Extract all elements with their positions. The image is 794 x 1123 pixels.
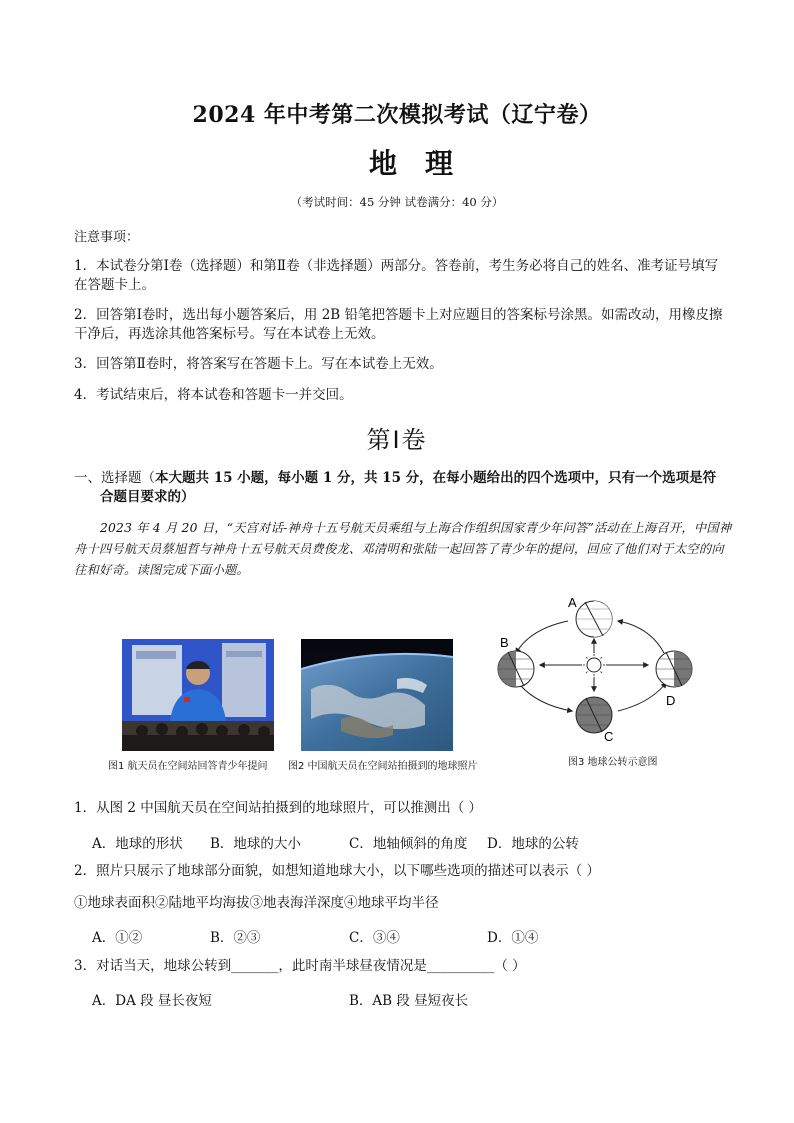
question-3-stem: 3．对话当天，地球公转到_______，此时南半球昼夜情况是__________（ ） [74,958,526,974]
earth-position-a [576,601,612,637]
subject-title: 地理 [368,147,481,180]
question-2-option-d[interactable]: D．①④ [487,930,539,946]
figure-3-caption: 图3 地球公转示意图 [568,757,658,768]
orbit-label-c: C [604,729,614,744]
orbit-arrow-cd [618,683,666,711]
reading-passage: 2023 年 4 月 20 日，“天宫对话-神舟十五号航天员乘组与上海合作组织国家青少年问答”活动在上海召开，中国神舟十四号航天员蔡旭哲与神舟十五号航天员费俊龙、邓清明和张陆一起回答了青少年的提问，回应了他们对于太空的向往和好奇。读图完成下面小题。 [74,521,732,577]
question-2-option-c[interactable]: C．③④ [349,930,400,946]
notice-item-4: 4．考试结束后，将本试卷和答题卡一并交回。 [74,387,353,403]
section-instructions-line2: 合题目要求的） [100,489,195,505]
question-3-option-a[interactable]: A．DA 段 昼长夜短 [92,993,212,1009]
figure-1-astronaut-photo [122,639,274,751]
section-instructions [74,469,724,507]
orbit-arrow-bc [520,685,572,711]
orbit-label-b: B [500,635,509,650]
notice-item-3: 3．回答第Ⅱ卷时，将答案写在答题卡上。写在本试卷上无效。 [74,356,443,372]
question-2-option-a[interactable]: A．①② [92,930,143,946]
orbit-arrow-ab [516,621,568,653]
earth-position-d [656,651,692,687]
earth-position-c [576,697,612,733]
question-1-option-a[interactable]: A．地球的形状 [92,836,183,852]
section-instructions-lead: 一、选择题（ [74,470,155,486]
orbit-label-a: A [568,595,577,610]
question-1-stem: 1．从图 2 中国航天员在空间站拍摄到的地球照片，可以推测出（ ） [74,800,483,816]
earth-position-b [498,651,534,687]
section-instructions-bold: 本大题共 15 小题，每小题 1 分，共 15 分，在每小题给出的四个选项中，只有一个选项是符 [155,470,717,486]
notice-item-1: 1．本试卷分第Ⅰ卷（选择题）和第Ⅱ卷（非选择题）两部分。答卷前，考生务必将自己的姓名、准考证号填写在答题卡上。 [74,258,719,293]
question-3-option-b[interactable]: B．AB 段 昼短夜长 [349,993,469,1009]
astronaut-photo-image [122,639,274,751]
section-title: 第Ⅰ卷 [366,426,428,454]
question-2-statements: ①地球表面积②陆地平均海拔③地表海洋深度④地球平均半径 [74,895,439,911]
question-1-option-c[interactable]: C．地轴倾斜的角度 [349,836,468,852]
figure-3-orbit-diagram [490,593,700,745]
question-1-option-d[interactable]: D．地球的公转 [487,836,579,852]
orbit-label-d: D [666,693,676,708]
earth-orbit-diagram [490,593,700,745]
orbit-arrow-da [618,621,664,653]
figure-1-caption: 图1 航天员在空间站回答青少年提问 [108,761,268,772]
notice-item-2: 2．回答第Ⅰ卷时，选出每小题答案后，用 2B 铅笔把答题卡上对应题目的答案标号涂黑。如需改动，用橡皮擦干净后，再选涂其他答案标号。写在本试卷上无效。 [74,307,723,342]
question-2-option-b[interactable]: B．②③ [210,930,261,946]
sun-icon [583,654,605,676]
question-1-option-b[interactable]: B．地球的大小 [210,836,301,852]
question-2-stem: 2．照片只展示了地球部分面貌，如想知道地球大小，以下哪些选项的描述可以表示（ ） [74,863,600,879]
exam-title: 2024 年中考第二次模拟考试（辽宁卷） [192,102,602,128]
earth-photo-image [301,639,453,751]
figure-2-caption: 图2 中国航天员在空间站拍摄到的地球照片 [288,761,478,772]
notice-heading: 注意事项： [74,230,140,245]
figure-2-earth-photo [301,639,453,751]
exam-meta: （考试时间：45 分钟 试卷满分：40 分） [290,195,504,209]
